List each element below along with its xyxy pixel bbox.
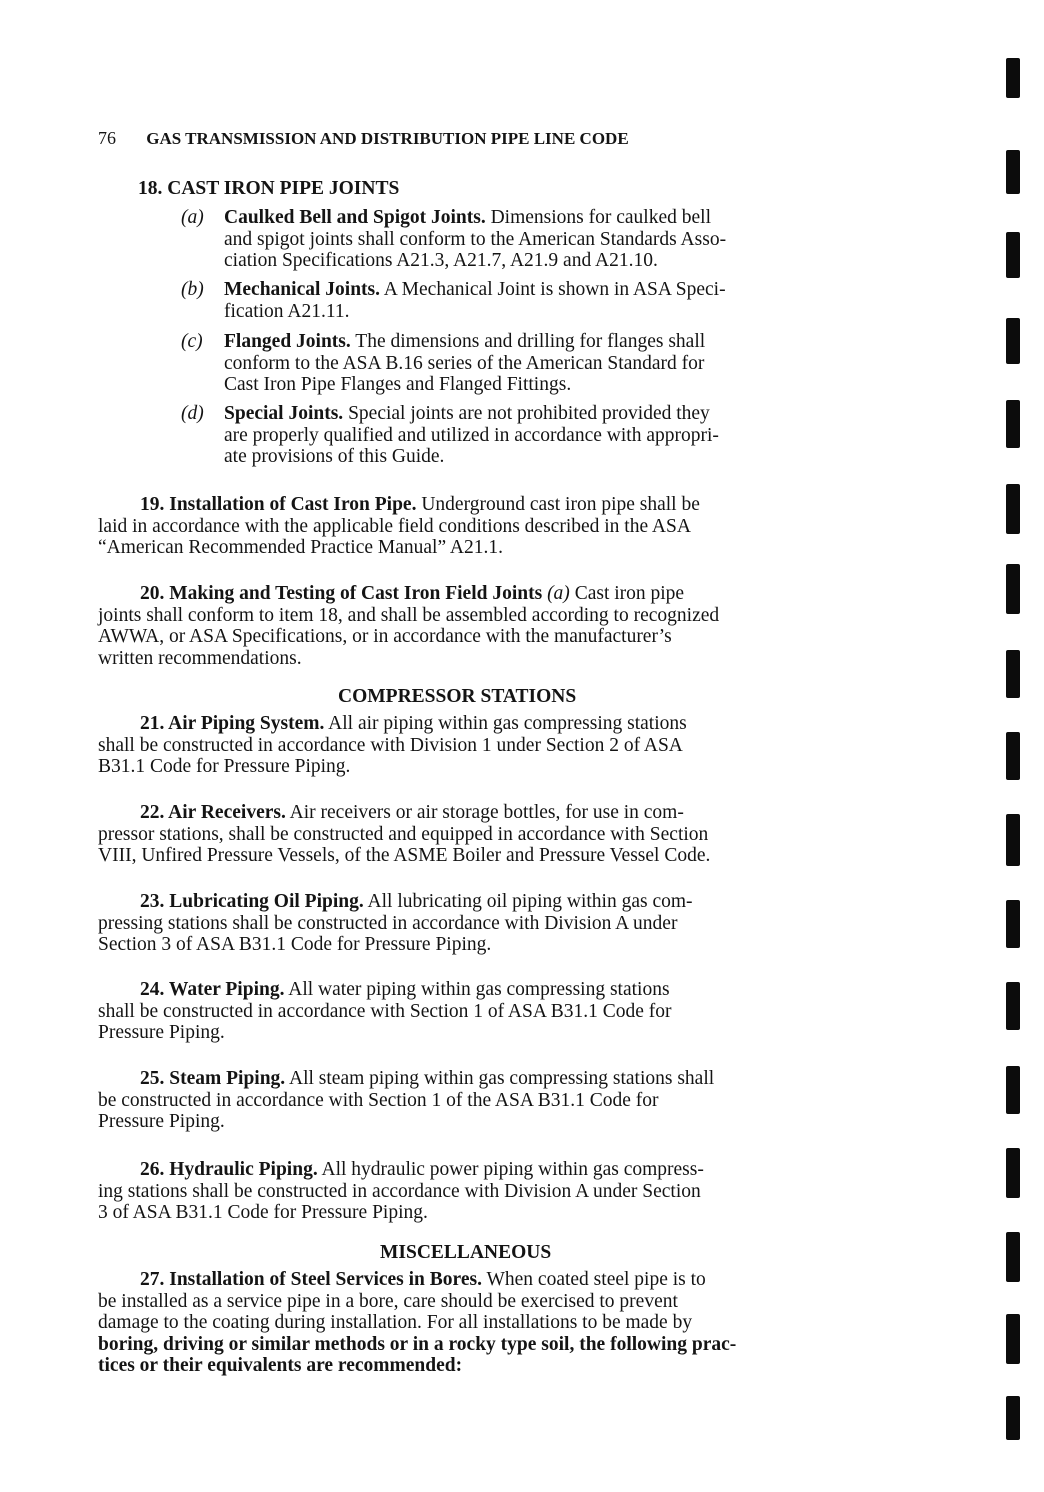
subsection-18b bbox=[181, 279, 726, 322]
paragraph-line: shall be constructed in accordance with Section 1 of ASA B31.1 Code for bbox=[98, 1000, 672, 1022]
item-title: 22. Air Receivers. bbox=[140, 802, 286, 823]
subsection-title: Flanged Joints. bbox=[224, 331, 351, 352]
binding-hole-mark bbox=[1006, 318, 1020, 364]
subsection-label: (a) bbox=[181, 207, 204, 228]
paragraph-line: Special joints are not prohibited provided they bbox=[343, 403, 710, 424]
subsection-18a bbox=[181, 207, 727, 272]
paragraph-line: Pressure Piping. bbox=[98, 1111, 225, 1132]
paragraph-line: and spigot joints shall conform to the American Standards Asso- bbox=[224, 228, 727, 250]
subsection-label: (c) bbox=[181, 331, 203, 352]
binding-hole-mark bbox=[1006, 814, 1020, 866]
binding-hole-mark bbox=[1006, 1148, 1020, 1198]
running-header bbox=[98, 128, 858, 149]
paragraph-line: Air receivers or air storage bottles, for use in com- bbox=[285, 802, 684, 823]
subsection-title: Mechanical Joints. bbox=[224, 279, 380, 300]
paragraph-line: fication A21.11. bbox=[224, 300, 350, 322]
item-25 bbox=[98, 1068, 714, 1133]
item-title: 23. Lubricating Oil Piping. bbox=[140, 891, 364, 912]
subsection-18c bbox=[181, 331, 706, 396]
binding-hole-mark bbox=[1006, 982, 1020, 1030]
item-23 bbox=[98, 891, 693, 956]
paragraph-line: tices or their equivalents are recommended: bbox=[98, 1355, 463, 1376]
paragraph-line: Underground cast iron pipe shall be bbox=[416, 494, 700, 515]
subsection-title: Special Joints. bbox=[224, 403, 344, 424]
paragraph-line: joints shall conform to item 18, and shall be assembled according to recognized bbox=[98, 604, 720, 626]
binding-hole-mark bbox=[1006, 1066, 1020, 1114]
paragraph-line: Cast iron pipe bbox=[569, 583, 685, 604]
binding-hole-mark bbox=[1006, 484, 1020, 534]
running-title: GAS TRANSMISSION AND DISTRIBUTION PIPE LINE CODE bbox=[146, 129, 629, 148]
binding-hole-mark bbox=[1006, 1314, 1020, 1364]
item-27 bbox=[98, 1269, 736, 1377]
binding-hole-mark bbox=[1006, 400, 1020, 448]
paragraph-line: written recommendations. bbox=[98, 647, 302, 669]
paragraph-line: shall be constructed in accordance with Division 1 under Section 2 of ASA bbox=[98, 734, 683, 756]
paragraph-line: Dimensions for caulked bell bbox=[485, 207, 711, 228]
paragraph-line: For all installations to be made by bbox=[421, 1312, 693, 1333]
miscellaneous-heading: MISCELLANEOUS bbox=[380, 1242, 552, 1263]
subsection-title: Caulked Bell and Spigot Joints. bbox=[224, 207, 486, 228]
item-title: 20. Making and Testing of Cast Iron Field Joints bbox=[140, 583, 543, 604]
binding-hole-mark bbox=[1006, 150, 1020, 194]
item-title: 19. Installation of Cast Iron Pipe. bbox=[140, 494, 417, 515]
paragraph-line: laid in accordance with the applicable field conditions described in the ASA bbox=[98, 515, 691, 537]
paragraph-line: pressing stations shall be constructed in accordance with Division A under bbox=[98, 912, 678, 934]
binding-hole-mark bbox=[1006, 232, 1020, 278]
paragraph-line: All steam piping within gas compressing stations shall bbox=[285, 1068, 715, 1089]
binding-hole-mark bbox=[1006, 900, 1020, 948]
paragraph-line: A Mechanical Joint is shown in ASA Speci- bbox=[380, 279, 726, 300]
paragraph-line: 3 of ASA B31.1 Code for Pressure Piping. bbox=[98, 1202, 428, 1223]
page-number: 76 bbox=[98, 128, 116, 148]
paragraph-line: pressor stations, shall be constructed and equipped in accordance with Section bbox=[98, 823, 709, 845]
binding-hole-mark bbox=[1006, 732, 1020, 780]
subsection-label: (d) bbox=[181, 403, 204, 424]
paragraph-line: B31.1 Code for Pressure Piping. bbox=[98, 756, 351, 777]
paragraph-line: All hydraulic power piping within gas compress- bbox=[317, 1159, 704, 1180]
subsection-18d bbox=[181, 403, 719, 468]
paragraph-line: damage to the coating during installation. bbox=[98, 1312, 422, 1333]
compressor-stations-heading: COMPRESSOR STATIONS bbox=[338, 686, 577, 707]
paragraph-line: be installed as a service pipe in a bore, care should be exercised to prevent bbox=[98, 1290, 678, 1312]
item-label: (a) bbox=[547, 583, 570, 604]
paragraph-line: The dimensions and drilling for flanges shall bbox=[350, 331, 706, 352]
paragraph-line: conform to the ASA B.16 series of the American Standard for bbox=[224, 352, 705, 374]
item-title: 21. Air Piping System. bbox=[140, 713, 325, 734]
item-title: 27. Installation of Steel Services in Bores. bbox=[140, 1269, 482, 1290]
item-21 bbox=[98, 713, 687, 778]
paragraph-line: All air piping within gas compressing stations bbox=[324, 713, 687, 734]
paragraph-line: Pressure Piping. bbox=[98, 1022, 225, 1043]
subsection-label: (b) bbox=[181, 279, 204, 300]
paragraph-line: ciation Specifications A21.3, A21.7, A21.9 and A21.10. bbox=[224, 250, 658, 271]
paragraph-line: ing stations shall be constructed in accordance with Division A under Section bbox=[98, 1180, 701, 1202]
paragraph-line: All lubricating oil piping within gas com- bbox=[363, 891, 693, 912]
item-title: 24. Water Piping. bbox=[140, 979, 285, 1000]
binding-hole-mark bbox=[1006, 58, 1020, 98]
item-22 bbox=[98, 802, 710, 867]
item-title: 25. Steam Piping. bbox=[140, 1068, 286, 1089]
item-24 bbox=[98, 979, 672, 1044]
item-19 bbox=[98, 494, 700, 559]
paragraph-line: AWWA, or ASA Specifications, or in accordance with the manufacturer’s bbox=[98, 626, 672, 647]
item-title: 26. Hydraulic Piping. bbox=[140, 1159, 318, 1180]
paragraph-line: “American Recommended Practice Manual” A21.1. bbox=[98, 537, 504, 558]
paragraph-line: boring, driving or similar methods or in a rocky type soil, the following prac- bbox=[98, 1333, 737, 1355]
binding-hole-mark bbox=[1006, 650, 1020, 698]
binding-hole-mark bbox=[1006, 1396, 1020, 1440]
binding-hole-mark bbox=[1006, 564, 1020, 614]
paragraph-line: Cast Iron Pipe Flanges and Flanged Fittings. bbox=[224, 374, 572, 395]
section-18-heading: 18. CAST IRON PIPE JOINTS bbox=[138, 178, 400, 199]
paragraph-line: are properly qualified and utilized in accordance with appropri- bbox=[224, 424, 719, 446]
item-20 bbox=[98, 583, 719, 669]
paragraph-line: ate provisions of this Guide. bbox=[224, 446, 445, 467]
paragraph-line: be constructed in accordance with Section 1 of the ASA B31.1 Code for bbox=[98, 1089, 659, 1111]
binding-hole-mark bbox=[1006, 1232, 1020, 1282]
paragraph-line: All water piping within gas compressing stations bbox=[284, 979, 670, 1000]
paragraph-line: When coated steel pipe is to bbox=[481, 1269, 706, 1290]
item-26 bbox=[98, 1159, 704, 1224]
paragraph-line: Section 3 of ASA B31.1 Code for Pressure Piping. bbox=[98, 934, 492, 955]
paragraph-line: VIII, Unfired Pressure Vessels, of the ASME Boiler and Pressure Vessel Code. bbox=[98, 845, 711, 866]
